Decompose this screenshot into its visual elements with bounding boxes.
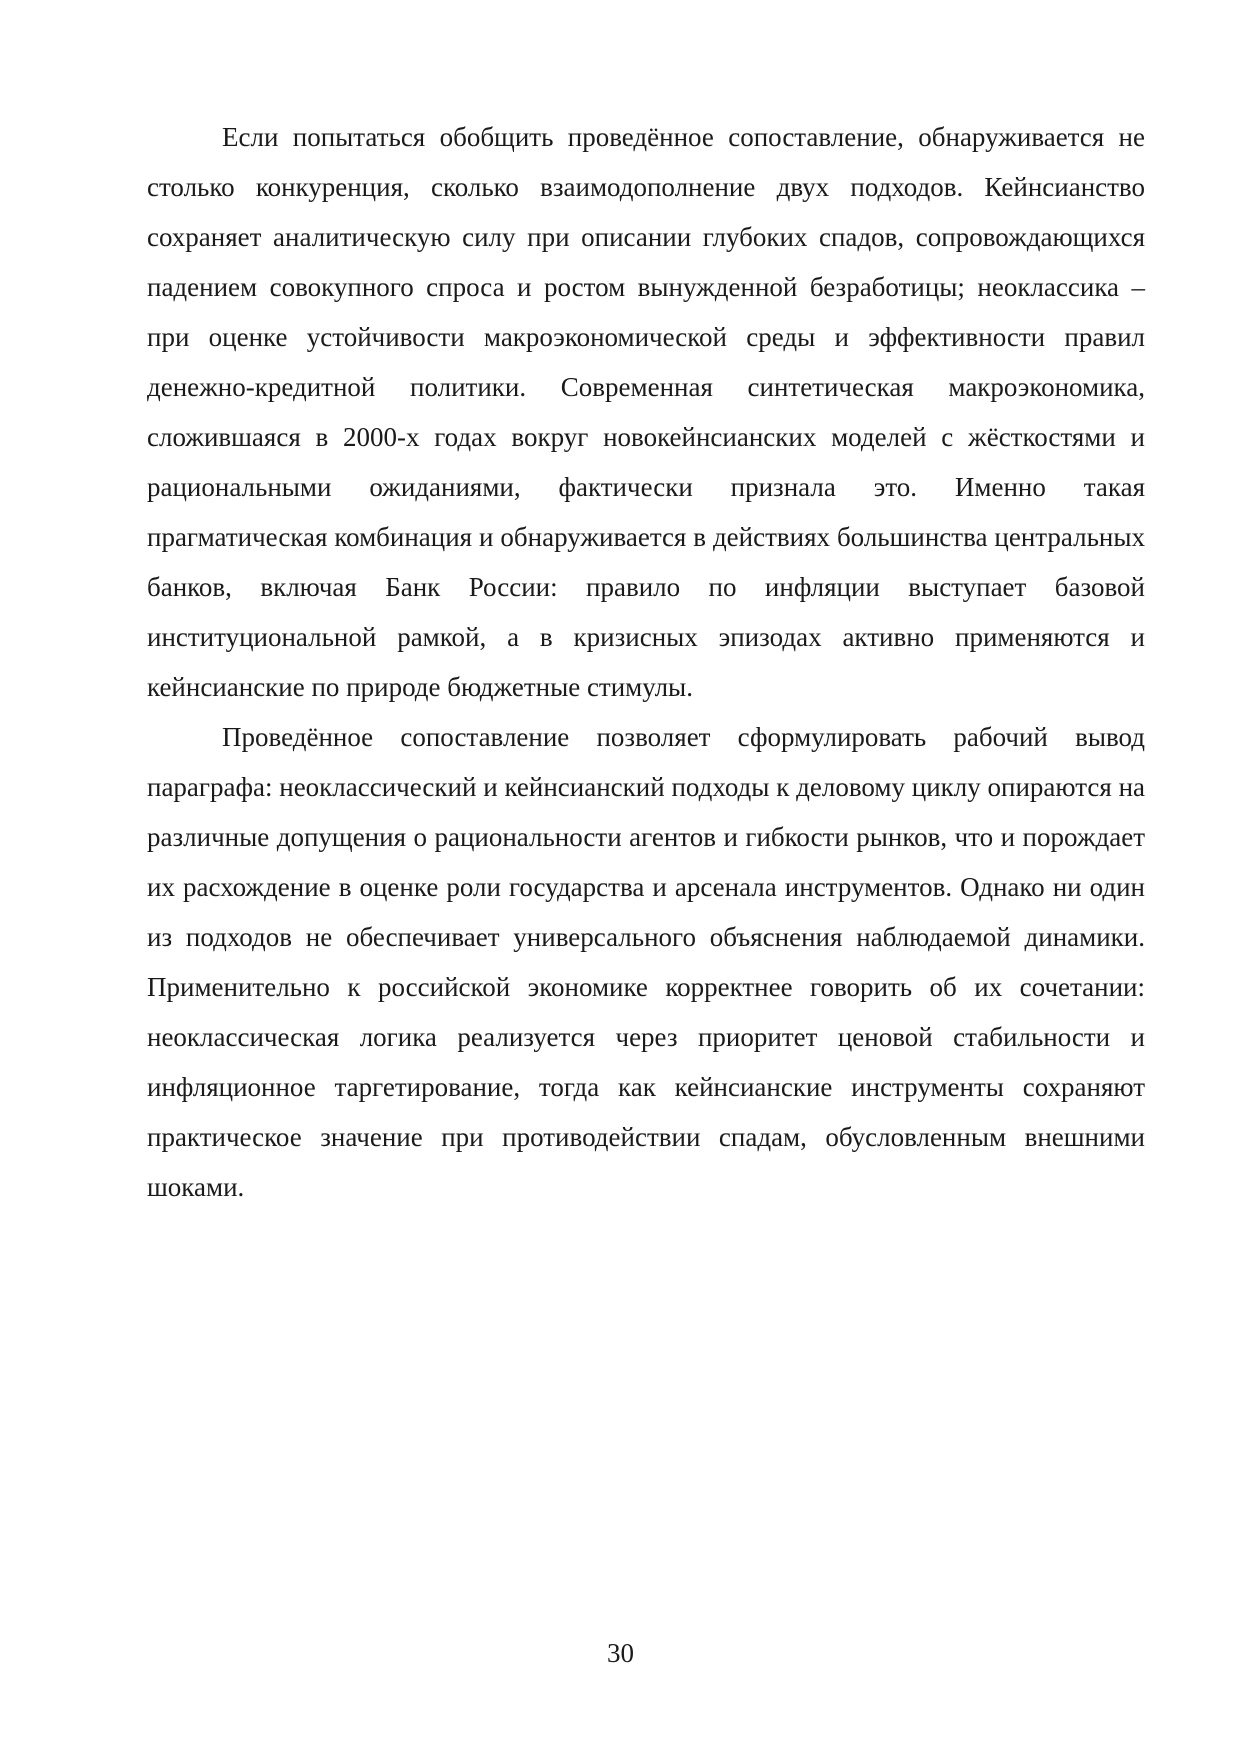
body-text: [147, 112, 1145, 1212]
paragraph-2: Проведённое сопоставление позволяет сформулировать рабочий вывод параграфа: неоклассический и кейнсианский подходы к деловому циклу опираются на различные допущения о рациональности агентов и гибкости рынков, что и порождает их расхождение в оценке роли государства и арсенала инструментов. Однако ни один из подходов не обеспечивает универсального объяснения наблюдаемой динамики. Применительно к российской экономике корректнее говорить об их сочетании: неоклассическая логика реализуется через приоритет ценовой стабильности и инфляционное таргетирование, тогда как кейнсианские инструменты сохраняют практическое значение при противодействии спадам, обусловленным внешними шоками.: [147, 722, 1145, 1202]
page-number: 30: [607, 1638, 634, 1668]
paragraph-1: Если попытаться обобщить проведённое сопоставление, обнаруживается не столько конкуренция, сколько взаимодополнение двух подходов. Кейнсианство сохраняет аналитическую силу при описании глубоких спадов, сопровождающихся падением совокупного спроса и ростом вынужденной безработицы; неоклассика – при оценке устойчивости макроэкономической среды и эффективности правил денежно-кредитной политики. Современная синтетическая макроэкономика, сложившаяся в 2000-х годах вокруг новокейнсианских моделей с жёсткостями и рациональными ожиданиями, фактически признала это. Именно такая прагматическая комбинация и обнаруживается в действиях большинства центральных банков, включая Банк России: правило по инфляции выступает базовой институциональной рамкой, а в кризисных эпизодах активно применяются и кейнсианские по природе бюджетные стимулы.: [147, 122, 1145, 702]
